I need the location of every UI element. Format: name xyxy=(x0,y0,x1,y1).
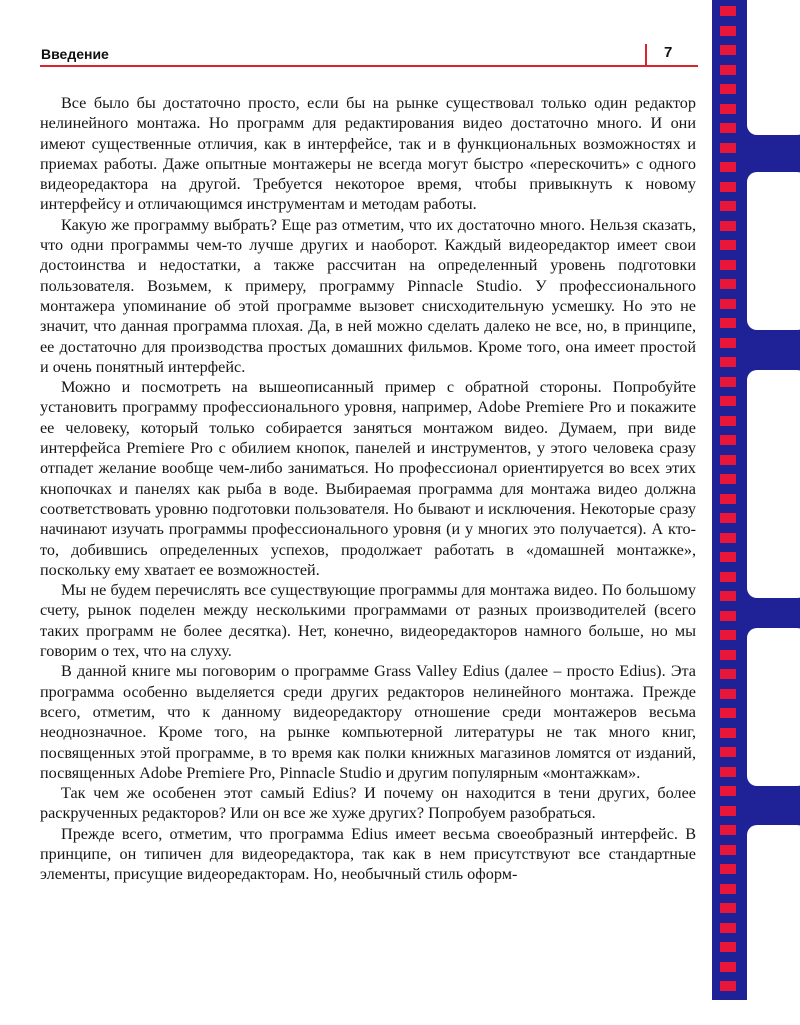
film-hole xyxy=(720,669,736,679)
film-hole xyxy=(720,299,736,309)
film-hole xyxy=(720,221,736,231)
film-hole xyxy=(720,455,736,465)
film-hole xyxy=(720,357,736,367)
paragraph: Прежде всего, отметим, что программа Edius имеет весьма своеобразный интерфейс. В принципе, он типичен для видеоредактора, так как в нем присутствуют все стандартные элементы, присущие видеоредакторам. Но, необычный стиль оформ- xyxy=(40,824,696,884)
film-hole xyxy=(720,884,736,894)
film-hole xyxy=(720,825,736,835)
film-hole xyxy=(720,474,736,484)
film-hole xyxy=(720,6,736,16)
film-hole xyxy=(720,630,736,640)
film-hole xyxy=(720,552,736,562)
header-separator xyxy=(645,44,647,67)
paragraph: Можно и посмотреть на вышеописанный пример с обратной стороны. Попробуйте установить программу профессионального уровня, например, Adobe Premiere Pro и покажите ее человеку, который только собирается заняться монтажом видео. Думаем, при виде интерфейса Premiere Pro с обилием кнопок, панелей и инструментов, у этого человека сразу отпадет желание вообще чем-либо заниматься. Но профессионал ориентируется во всех этих кнопочках и панелях как рыба в воде. Выбираемая программа для монтажа видео должна соответствовать уровню подготовки пользователя. Но бывают и исключения. Некоторые сразу начинают изучать программы профессионального уровня (и у многих это получается). А кто-то, добившись определенных успехов, продолжает работать в «домашней монтажке», поскольку ему хватает ее возможностей. xyxy=(40,378,696,579)
film-hole xyxy=(720,279,736,289)
section-title: Введение xyxy=(41,46,109,62)
film-hole xyxy=(720,708,736,718)
paragraph: Мы не будем перечислять все существующие программы для монтажа видео. По большому счету, рынок поделен между несколькими программами от разных производителей (всего таких программ не более десятка). Нет, конечно, видеоредакторов намного больше, но мы говорим о тех, что на слуху. xyxy=(40,581,696,661)
film-hole xyxy=(720,533,736,543)
film-hole xyxy=(720,435,736,445)
film-hole xyxy=(720,767,736,777)
film-hole xyxy=(720,845,736,855)
film-hole xyxy=(720,981,736,991)
film-hole xyxy=(720,903,736,913)
film-hole xyxy=(720,104,736,114)
film-hole xyxy=(720,416,736,426)
film-frame xyxy=(747,172,800,330)
film-hole xyxy=(720,45,736,55)
film-hole xyxy=(720,201,736,211)
film-hole xyxy=(720,747,736,757)
film-hole xyxy=(720,942,736,952)
header-rule xyxy=(40,65,698,67)
paragraph: Какую же программу выбрать? Еще раз отметим, что их достаточно много. Нельзя сказать, что одни программы чем-то лучше других и наоборот. Каждый видеоредактор имеет свои достоинства и недостатки, а также рассчитан на определенный уровень подготовки пользователя. Возьмем, к примеру, программу Pinnacle Studio. У профессионального монтажера упоминание об этой программе вызовет снисходительную усмешку. Но это не значит, что данная программа плохая. Да, в ней можно сделать далеко не все, но, в принципе, ее достаточно для производства простых домашних фильмов. Кроме того, она имеет простой и очень понятный интерфейс. xyxy=(40,215,696,376)
film-frame xyxy=(747,370,800,598)
film-hole xyxy=(720,494,736,504)
film-hole xyxy=(720,786,736,796)
film-hole xyxy=(720,864,736,874)
film-strip-decoration xyxy=(712,0,800,1000)
film-hole xyxy=(720,962,736,972)
film-hole xyxy=(720,26,736,36)
film-hole xyxy=(720,513,736,523)
film-hole xyxy=(720,923,736,933)
film-hole xyxy=(720,650,736,660)
film-hole xyxy=(720,162,736,172)
film-hole xyxy=(720,728,736,738)
film-hole xyxy=(720,338,736,348)
film-hole xyxy=(720,65,736,75)
paragraph: В данной книге мы поговорим о программе Grass Valley Edius (далее – просто Edius). Эта программа особенно выделяется среди других редакторов нелинейного монтажа. Прежде всего, отметим, что к данному видеоредактору отношение среди монтажеров весьма неоднозначное. Кроме того, на рынке компьютерной литературы не так много книг, посвященных этой программе, в то время как полки книжных магазинов ломятся от изданий, посвященных Adobe Premiere Pro, Pinnacle Studio и другим популярным «монтажкам». xyxy=(40,662,696,782)
paragraph: Так чем же особенен этот самый Edius? И почему он находится в тени других, более раскрученных редакторов? Или он все же хуже других? Попробуем разобраться. xyxy=(40,784,696,823)
film-hole xyxy=(720,260,736,270)
film-hole xyxy=(720,318,736,328)
film-frame xyxy=(747,0,800,135)
body-text xyxy=(40,93,696,885)
film-hole xyxy=(720,591,736,601)
film-hole xyxy=(720,689,736,699)
film-hole xyxy=(720,396,736,406)
film-hole xyxy=(720,377,736,387)
film-hole xyxy=(720,806,736,816)
film-hole xyxy=(720,123,736,133)
film-frame xyxy=(747,628,800,786)
film-hole xyxy=(720,240,736,250)
film-perforations xyxy=(720,0,736,1000)
film-frame xyxy=(747,825,800,1025)
page-number: 7 xyxy=(664,44,673,61)
film-hole xyxy=(720,182,736,192)
film-hole xyxy=(720,143,736,153)
film-hole xyxy=(720,84,736,94)
paragraph: Все было бы достаточно просто, если бы на рынке существовал только один редактор нелинейного монтажа. Но программ для редактирования видео достаточно много. И они имеют существенные отличия, как в интерфейсе, так и в функциональных возможностях и приемах работы. Даже опытные монтажеры не всегда могут быстро «перескочить» с одного видеоредактора на другой. Требуется некоторое время, чтобы привыкнуть к новому интерфейсу и отличающимся инструментам и методам работы. xyxy=(40,94,696,214)
film-hole xyxy=(720,572,736,582)
film-hole xyxy=(720,611,736,621)
